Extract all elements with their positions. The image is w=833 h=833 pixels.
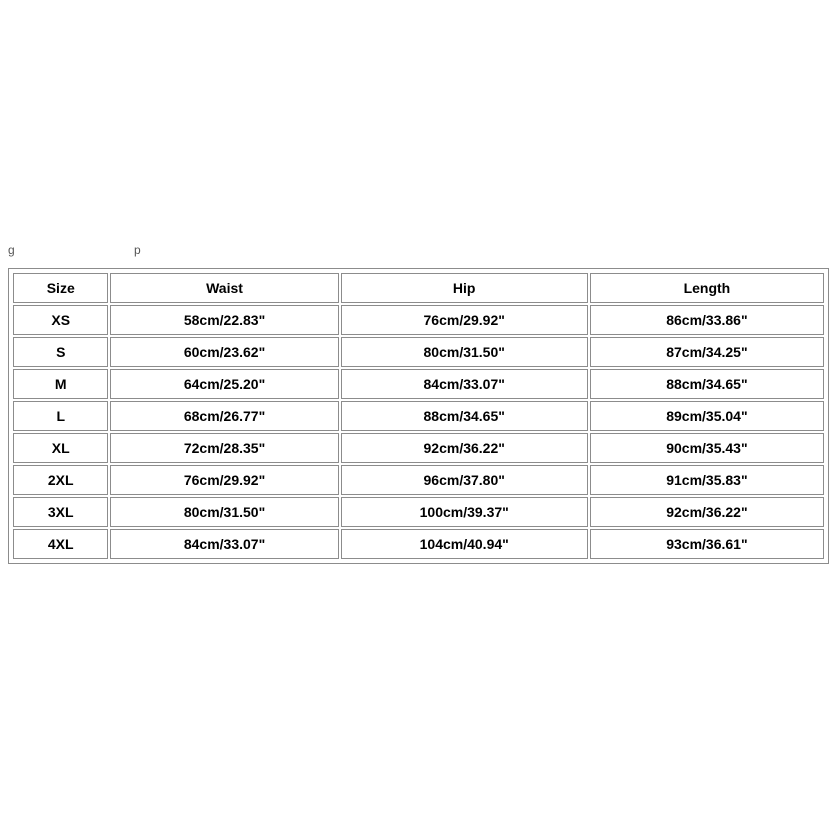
cell-waist: 72cm/28.35"	[110, 433, 338, 463]
size-chart-table	[11, 271, 826, 561]
cell-hip: 80cm/31.50"	[341, 337, 588, 367]
cell-size: M	[13, 369, 108, 399]
table-row	[13, 305, 824, 335]
cell-waist: 64cm/25.20"	[110, 369, 338, 399]
table-row	[13, 401, 824, 431]
cell-size: XS	[13, 305, 108, 335]
table-row	[13, 337, 824, 367]
cell-size: L	[13, 401, 108, 431]
cell-size: 2XL	[13, 465, 108, 495]
cell-length: 88cm/34.65"	[590, 369, 824, 399]
header-hip: Hip	[341, 273, 588, 303]
cell-length: 89cm/35.04"	[590, 401, 824, 431]
table-row	[13, 465, 824, 495]
cell-hip: 96cm/37.80"	[341, 465, 588, 495]
cell-waist: 60cm/23.62"	[110, 337, 338, 367]
cell-length: 93cm/36.61"	[590, 529, 824, 559]
table-header-row	[13, 273, 824, 303]
table-row	[13, 529, 824, 559]
cell-size: S	[13, 337, 108, 367]
header-length: Length	[590, 273, 824, 303]
cell-length: 90cm/35.43"	[590, 433, 824, 463]
cell-hip: 92cm/36.22"	[341, 433, 588, 463]
cell-length: 86cm/33.86"	[590, 305, 824, 335]
table-row	[13, 497, 824, 527]
cell-length: 91cm/35.83"	[590, 465, 824, 495]
cell-size: 3XL	[13, 497, 108, 527]
cropped-text-fragment	[8, 244, 208, 258]
cell-waist: 80cm/31.50"	[110, 497, 338, 527]
cell-hip: 76cm/29.92"	[341, 305, 588, 335]
size-chart-table-frame	[8, 268, 829, 564]
cell-hip: 88cm/34.65"	[341, 401, 588, 431]
cropped-glyph: g	[8, 244, 15, 257]
cell-size: XL	[13, 433, 108, 463]
table-row	[13, 369, 824, 399]
header-waist: Waist	[110, 273, 338, 303]
cell-length: 87cm/34.25"	[590, 337, 824, 367]
cell-hip: 84cm/33.07"	[341, 369, 588, 399]
cell-length: 92cm/36.22"	[590, 497, 824, 527]
cell-size: 4XL	[13, 529, 108, 559]
cell-waist: 68cm/26.77"	[110, 401, 338, 431]
cell-waist: 58cm/22.83"	[110, 305, 338, 335]
table-row	[13, 433, 824, 463]
cell-hip: 100cm/39.37"	[341, 497, 588, 527]
header-size: Size	[13, 273, 108, 303]
cell-hip: 104cm/40.94"	[341, 529, 588, 559]
cell-waist: 84cm/33.07"	[110, 529, 338, 559]
cell-waist: 76cm/29.92"	[110, 465, 338, 495]
cropped-glyph: p	[134, 244, 141, 257]
